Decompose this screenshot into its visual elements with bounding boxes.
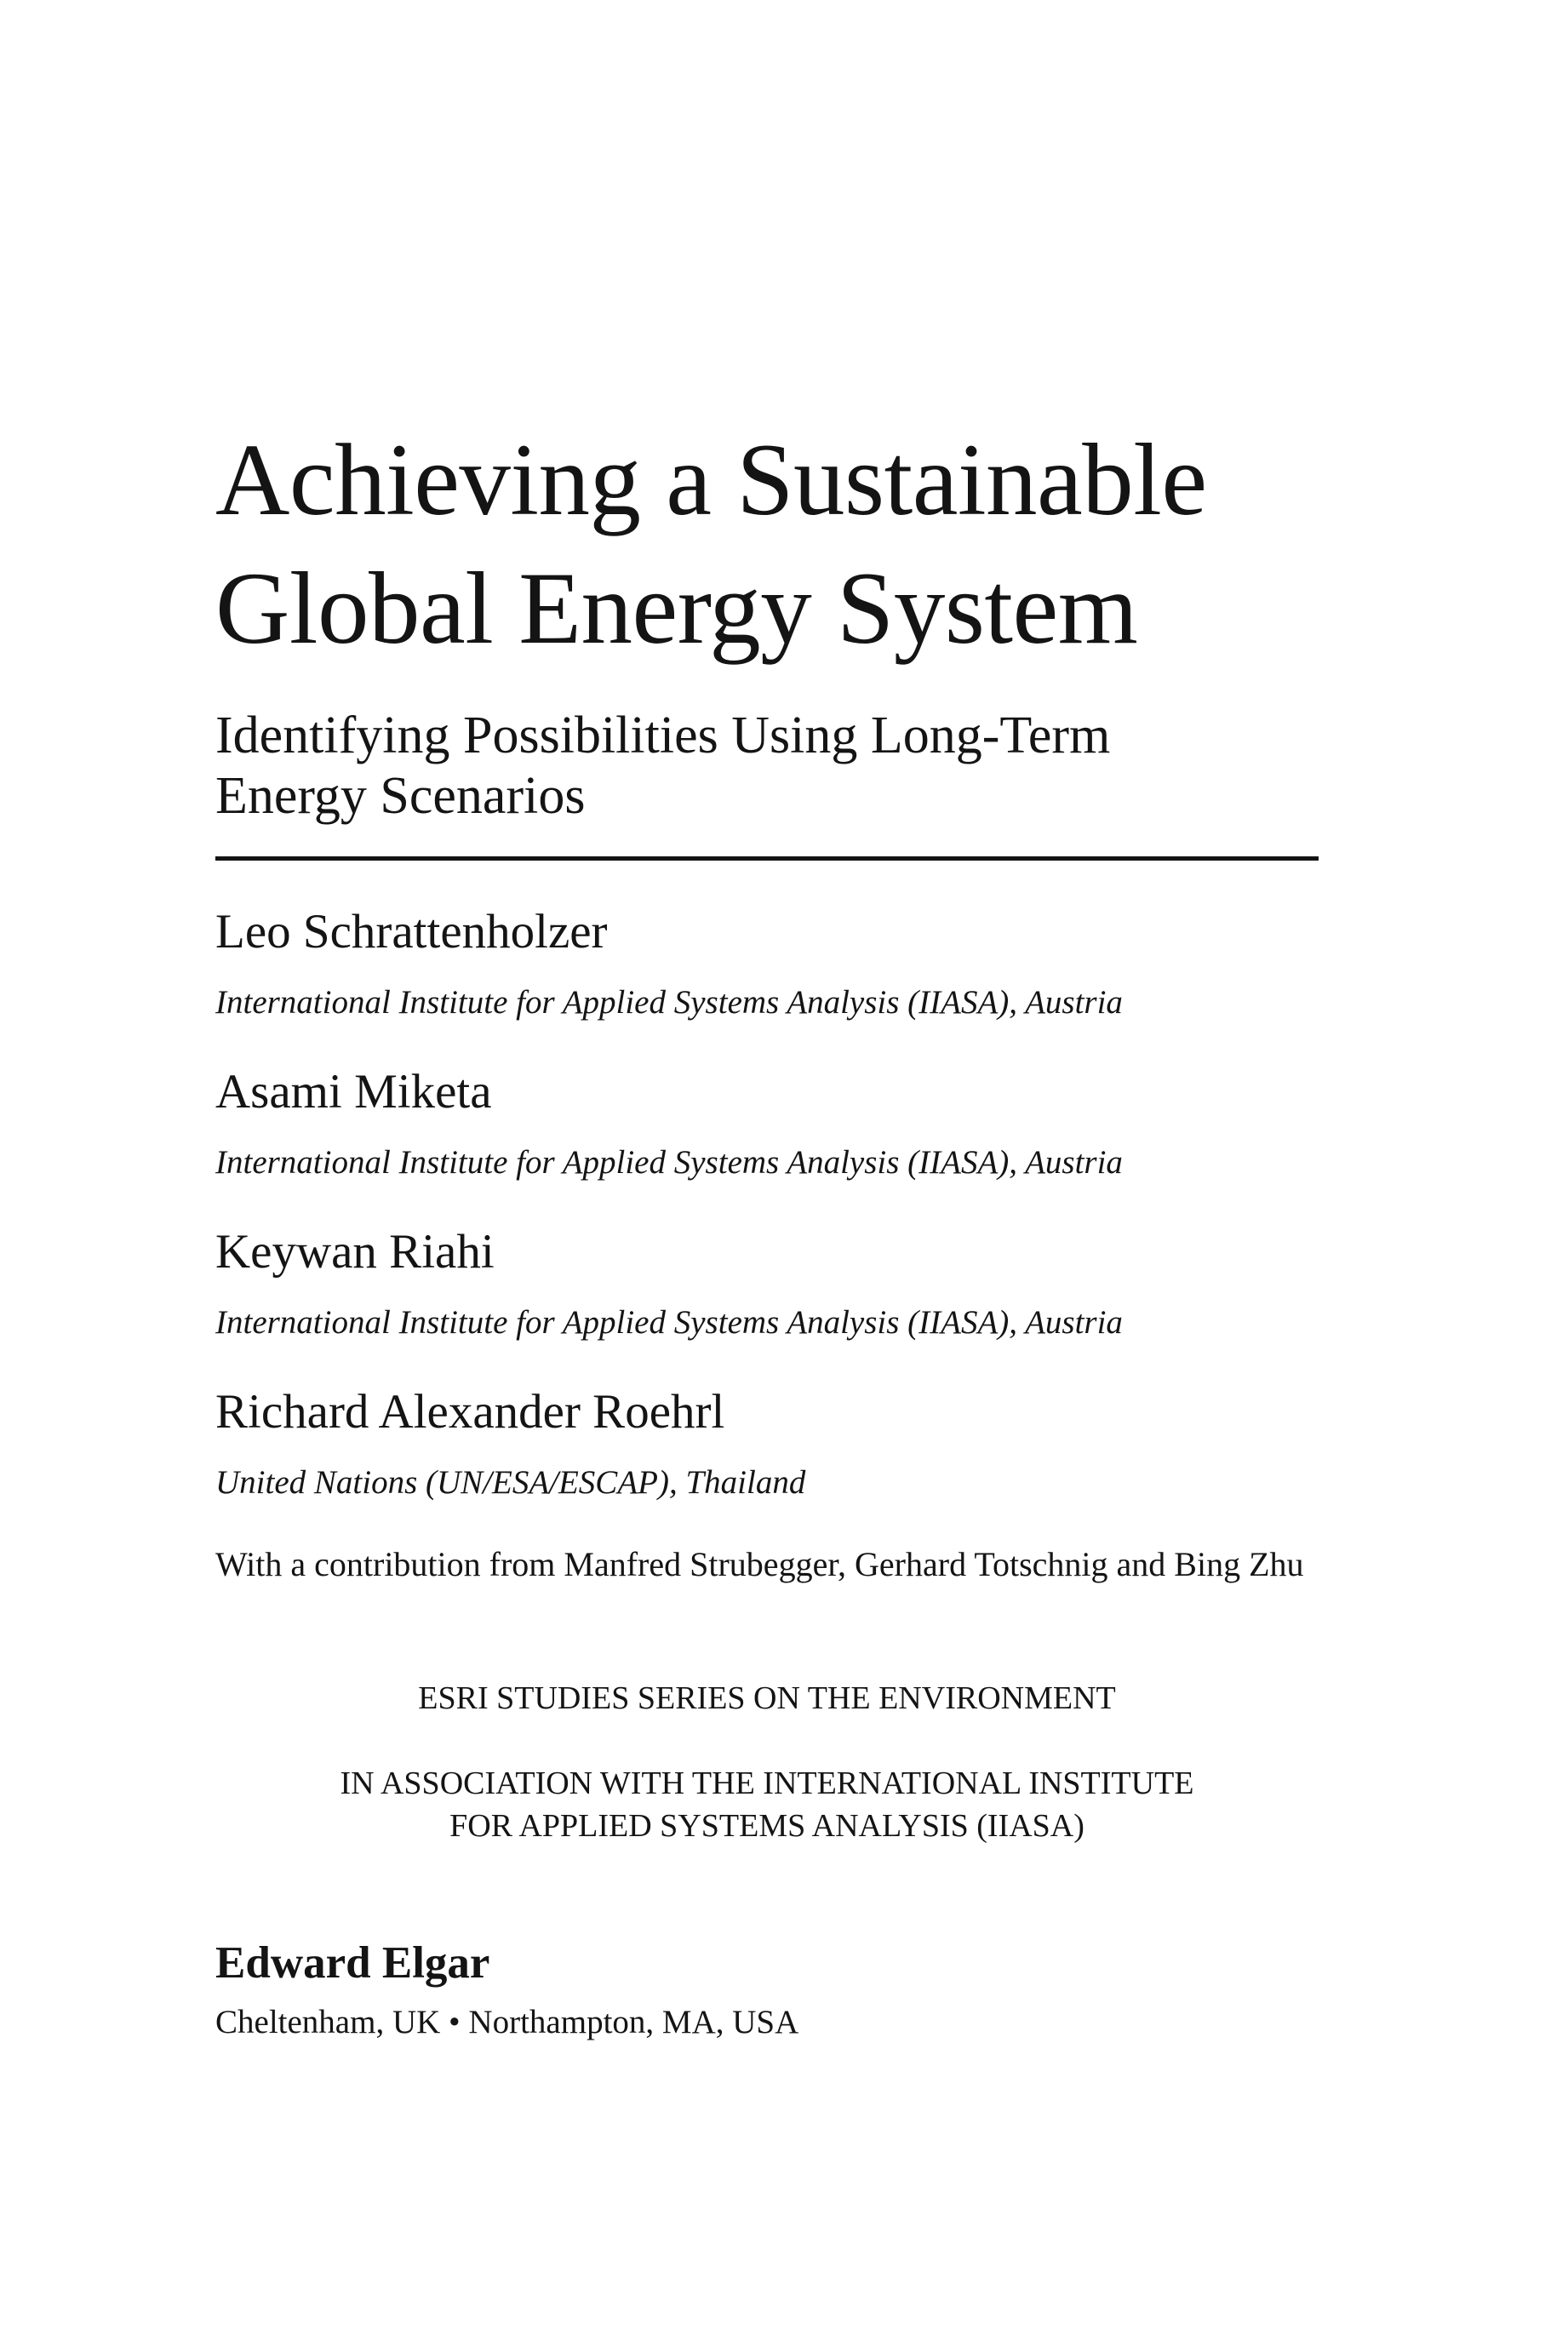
author-affiliation: International Institute for Applied Systems Analysis (IIASA), Austria xyxy=(215,1144,1123,1181)
author-affiliation: International Institute for Applied Systems Analysis (IIASA), Austria xyxy=(215,1304,1123,1341)
contribution-note: With a contribution from Manfred Strubegger, Gerhard Totschnig and Bing Zhu xyxy=(215,1545,1304,1583)
publisher-locations: Cheltenham, UK • Northampton, MA, USA xyxy=(215,2004,799,2040)
author-name: Richard Alexander Roehrl xyxy=(215,1385,725,1439)
book-title-line-2: Global Energy System xyxy=(215,552,1138,666)
series-name: ESRI STUDIES SERIES ON THE ENVIRONMENT xyxy=(418,1680,1116,1716)
association-line-1: IN ASSOCIATION WITH THE INTERNATIONAL INSTITUTE xyxy=(340,1765,1194,1801)
publisher-name: Edward Elgar xyxy=(215,1938,490,1988)
author-name: Asami Miketa xyxy=(215,1065,492,1119)
title-divider xyxy=(215,856,1319,861)
association-note xyxy=(215,1762,1319,1847)
author-name: Keywan Riahi xyxy=(215,1225,495,1279)
author-name: Leo Schrattenholzer xyxy=(215,905,608,959)
book-title-line-1: Achieving a Sustainable xyxy=(215,423,1207,537)
book-subtitle-line-2: Energy Scenarios xyxy=(215,767,586,825)
author-affiliation: United Nations (UN/ESA/ESCAP), Thailand xyxy=(215,1464,806,1501)
association-line-2: FOR APPLIED SYSTEMS ANALYSIS (IIASA) xyxy=(449,1808,1084,1844)
author-affiliation: International Institute for Applied Systems Analysis (IIASA), Austria xyxy=(215,984,1123,1021)
book-subtitle-line-1: Identifying Possibilities Using Long-Term xyxy=(215,707,1111,764)
